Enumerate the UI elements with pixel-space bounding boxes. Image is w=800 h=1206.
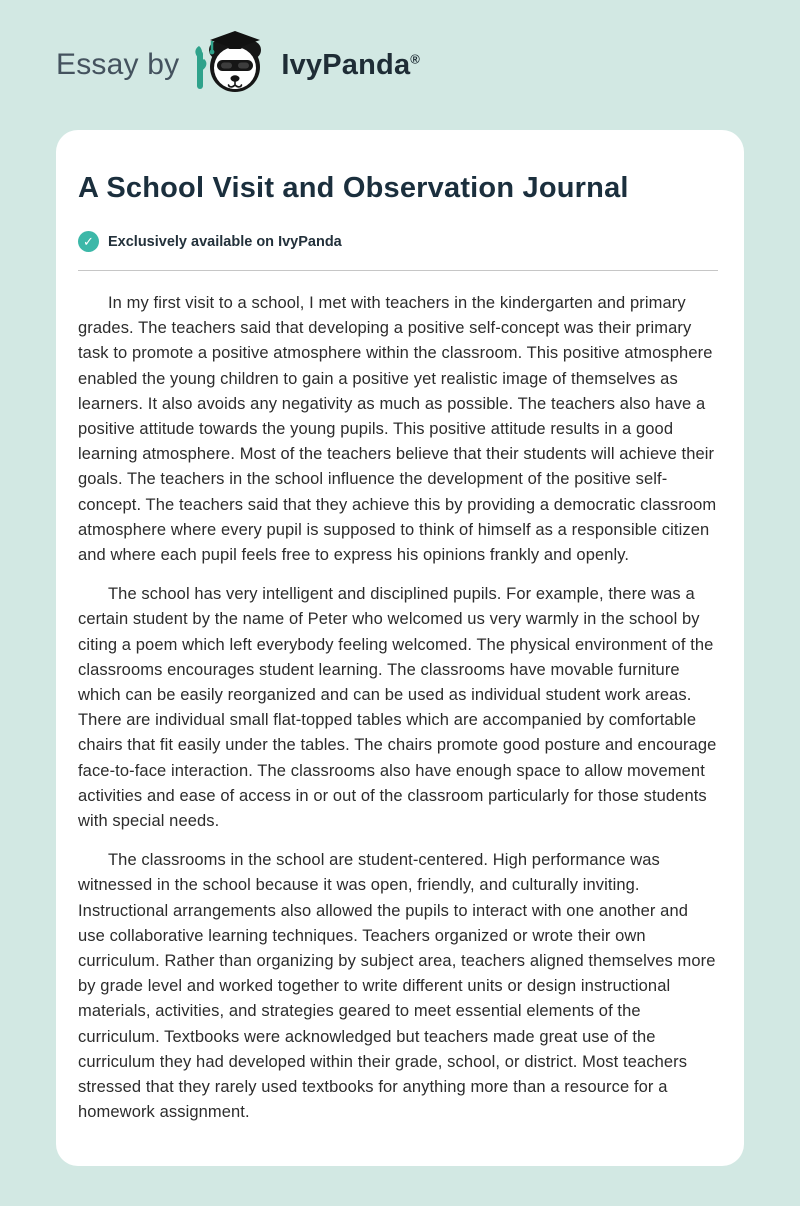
registered-trademark: ® xyxy=(410,50,421,66)
check-icon: ✓ xyxy=(78,231,99,252)
divider xyxy=(78,270,718,271)
essay-paragraph-1: In my first visit to a school, I met with teachers in the kindergarten and primary grades. The teachers said that developing a positive self-concept was their primary task to promote a positive atmosphere within the classroom. This positive atmosphere enabled the young children to gain a positive yet realistic image of themselves as learners. It also avoids any negativity as much as possible. The teachers also have a positive attitude towards the young pupils. This positive attitude results in a good learning atmosphere. Most of the teachers believe that their students will achieve their goals. The teachers in the school influence the development of the positive self-concept. The teachers said that they achieve this by providing a democratic classroom atmosphere where every pupil is supposed to think of himself as a responsible citizen and where each pupil feels free to express his opinions frankly and openly. xyxy=(78,294,717,565)
essay-paragraph-2: The school has very intelligent and disciplined pupils. For example, there was a certain student by the name of Peter who welcomed us very warmly in the school by citing a poem which left everybody feeling welcomed. The physical environment of the classrooms encourages student learning. The classrooms have movable furniture which can be easily reorganized and can be used as individual student work areas. There are individual small flat-topped tables which are accompanied by comfortable chairs that fit easily under the tables. The chairs promote good posture and encourage face-to-face interaction. The classrooms also have enough space to allow movement activities and ease of access in or out of the classroom particularly for those students with special needs. xyxy=(78,585,717,831)
essay-paragraph-3: The classrooms in the school are student-centered. High performance was witnessed in the school because it was open, friendly, and culturally inviting. Instructional arrangements also allowed the pupils to interact with one another and use collaborative learning techniques. Teachers organized or wrote their own curriculum. Rather than organizing by subject area, teachers aligned themselves more by grade level and worked together to write different units or design instructional materials, activities, and strategies geared to meet essential elements of the curriculum. Textbooks were acknowledged but teachers made great use of the curriculum they had developed within their grade, school, or district. Most teachers stressed that they rarely used textbooks for anything more than a resource for a homework assignment. xyxy=(78,851,716,1122)
brand-name-text: IvyPanda xyxy=(281,48,411,81)
ivypanda-logo xyxy=(193,32,267,98)
essay-body xyxy=(78,291,718,1126)
availability-label: Exclusively available on IvyPanda xyxy=(108,233,342,250)
header xyxy=(56,0,744,130)
essay-card xyxy=(56,130,744,1166)
availability-badge xyxy=(78,231,718,252)
brand-name xyxy=(281,49,420,82)
essay-by-label: Essay by xyxy=(56,48,180,81)
panda-graduate-icon xyxy=(194,31,266,100)
page-title: A School Visit and Observation Journal xyxy=(78,172,629,204)
